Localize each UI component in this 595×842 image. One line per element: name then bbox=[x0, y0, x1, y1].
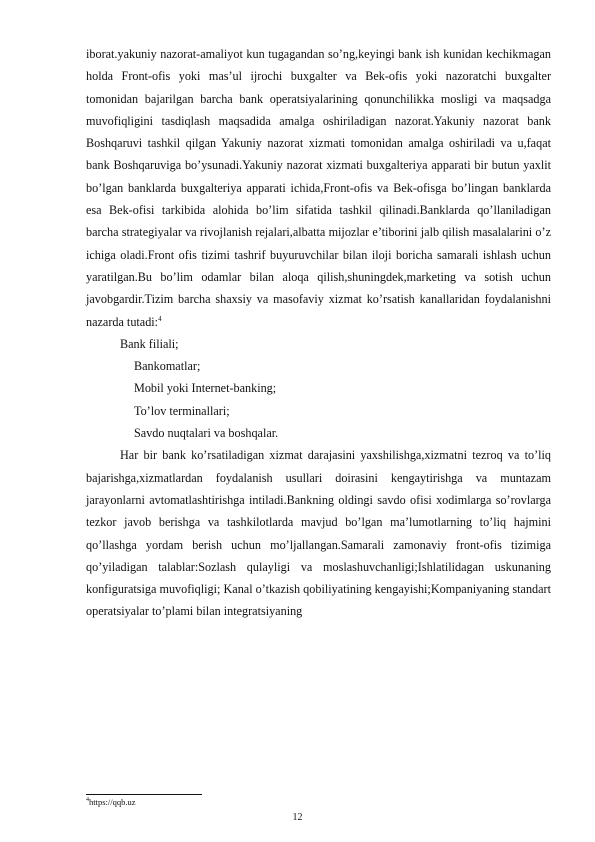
list-heading-bank-branch: Bank filiali; bbox=[120, 336, 179, 351]
list-item: Mobil yoki Internet-banking; bbox=[134, 381, 277, 396]
paragraph-front-office-requirements: Har bir bank ko’rsatiladigan xizmat darajasini yaxshilishga,xizmatni tezroq va to’liq bajarishga,xizmatlardan foydalanish usullari doirasini kengaytirishga va muntazam jarayonlarni avtomatlashtirishga intiladi.Bankning oldingi savdo ofisi xodimlarga so’rovlarga tezkor javob berishga va tashkilotlarda mavjud bo’lgan ma’lumotlarning to’liq hajmini qo’llashga yordam berish uchun mo’ljallangan.Samarali zamonaviy front-ofis tizimiga qo’yiladigan talablar:Sozlash qulayligi va moslashuvchanligi;Ishlatilidagan uskunaning konfiguratsiga muvofiqligi; Kanal o’tkazish qobiliyatining kengayishi;Kompaniyaning standart operatsiyalar to’plami bilan integratsiyaning bbox=[86, 448, 551, 619]
list-item: Bankomatlar; bbox=[134, 359, 201, 374]
paragraph-final-control bbox=[86, 43, 551, 333]
page-body bbox=[86, 43, 551, 623]
page-number: 12 bbox=[292, 812, 303, 823]
list-item: Savdo nuqtalari va boshqalar. bbox=[134, 426, 279, 441]
list-item: To’lov terminallari; bbox=[134, 403, 230, 418]
footnote-number: 4 bbox=[86, 797, 89, 804]
footnote bbox=[86, 797, 136, 807]
footnote-divider bbox=[86, 794, 202, 795]
footnote-reference[interactable]: 4 bbox=[158, 314, 162, 323]
footnote-link[interactable]: https://qqb.uz bbox=[89, 797, 136, 807]
paragraph-text: iborat.yakuniy nazorat-amaliyot kun tugagandan so’ng,keyingi bank ish kunidan kechikmagan holda Front-ofis yoki mas’ul ijrochi buxgalter va Bek-ofis yoki nazoratchi buxgalter tomonidan bajarilgan barcha bank operatsiyalarining qonunchilikka mosligi va maqsadga muvofiqligini tasdiqlash maqsadida amalga oshiriladigan nazorat.Yakuniy nazorat bank Boshqaruvi tashkil qilgan Yakuniy nazorat xizmati tomonidan amalga oshiriladi va u,faqat bank Boshqaruviga bo’ysunadi.Yakuniy nazorat xizmati buxgalteriya apparati bir butun yaxlit bo’lgan banklarda buxgalteriya apparati ichida,Front-ofis va Bek-ofisga bo’lingan banklarda esa Bek-ofisi tarkibida alohida bo’lim sifatida tashkil qilinadi.Banklarda qo’llaniladigan barcha strategiyalar va rivojlanish rejalari,albatta mijozlar e’tiborini jalb qilish masalalarini o’z ichiga oladi.Front ofis tizimi tashrif buyuruvchilar bilan iloji boricha samarali ishlash uchun yaratilgan.Bu bo’lim odamlar bilan aloqa qilish,shuningdek,marketing va sotish uchun javobgardir.Tizim barcha shaxsiy va masofaviy xizmat ko’rsatish kanallaridan foydalanishni nazarda tutadi: bbox=[86, 47, 551, 329]
